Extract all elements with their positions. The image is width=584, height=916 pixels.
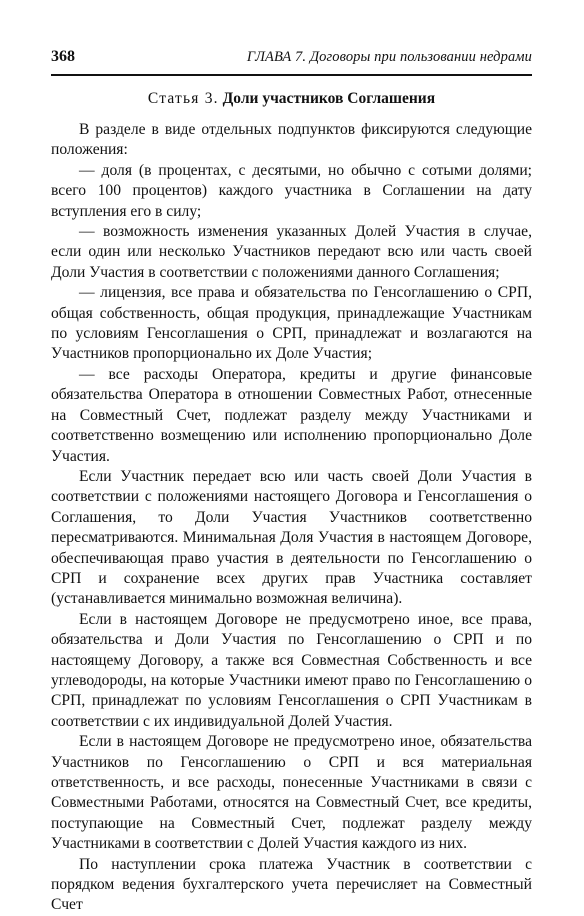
paragraph: Если Участник передает всю или часть своей Доли Участия в соответствии с положениями настоящего Договора и Генсоглашения о Соглашения, то Доли Участия Участников соответственно пересматриваются. Минимальная Доля Участия в настоящем Договоре, обеспечивающая право участия в деятельности по Генсоглашению о СРП и сохранение всех других прав Участника составляет (устанавливается минимально возможная величина).	[51, 467, 532, 608]
page-number: 368	[51, 48, 75, 65]
section-name: Доли участников Соглашения	[222, 90, 436, 107]
body-text	[51, 120, 532, 916]
paragraph: Если в настоящем Договоре не предусмотрено иное, обязательства Участников по Генсоглашению о СРП и вся материальная ответственность, и все расходы, понесенные Участниками в связи с Совместными Работами, относятся на Совместный Счет, все кредиты, поступающие на Совместный Счет, подлежат разделу между Участниками в соответствии с Долей Участия каждого из них.	[51, 733, 532, 853]
section-title	[51, 90, 532, 108]
paragraph: По наступлении срока платежа Участник в соответствии с порядком ведения бухгалтерского учета перечисляет на Совместный Счет	[51, 855, 532, 914]
paragraph: — все расходы Оператора, кредиты и другие финансовые обязательства Оператора в отношении Совместных Работ, отнесенные на Совместный Счет, подлежат разделу между Участниками и соответственно возмещению или исполнению пропорционально Доле Участия.	[51, 365, 532, 465]
paragraph: В разделе в виде отдельных подпунктов фиксируются следующие положения:	[51, 121, 532, 159]
page-header	[51, 44, 532, 76]
running-head: ГЛАВА 7. Договоры при пользовании недрами	[246, 49, 532, 65]
paragraph: — лицензия, все права и обязательства по Генсоглашению о СРП, общая собственность, общая продукция, принадлежащие Участникам по условиям Генсоглашения о СРП, принадлежат и возлагаются на Участников пропорционально их Доле Участия;	[51, 284, 532, 363]
paragraph: Если в настоящем Договоре не предусмотрено иное, все права, обязательства и Доли Участия по Генсоглашению о СРП и по настоящему Договору, а также вся Совместная Собственность и все углеводороды, на которые Участники имеют право по Генсоглашению о СРП, принадлежат по условиям Генсоглашения о СРП Участникам в соответствии с их индивидуальной Долей Участия.	[51, 610, 532, 730]
paragraph: — доля (в процентах, с десятыми, но обычно с сотыми долями; всего 100 процентов) каждого участника в Соглашении на дату вступления его в силу;	[51, 161, 532, 220]
section-label: Статья 3.	[147, 90, 219, 107]
paragraph: — возможность изменения указанных Долей Участия в случае, если один или несколько Участников передают всю или часть своей Доли Участия в соответствии с положениями данного Соглашения;	[51, 223, 532, 281]
